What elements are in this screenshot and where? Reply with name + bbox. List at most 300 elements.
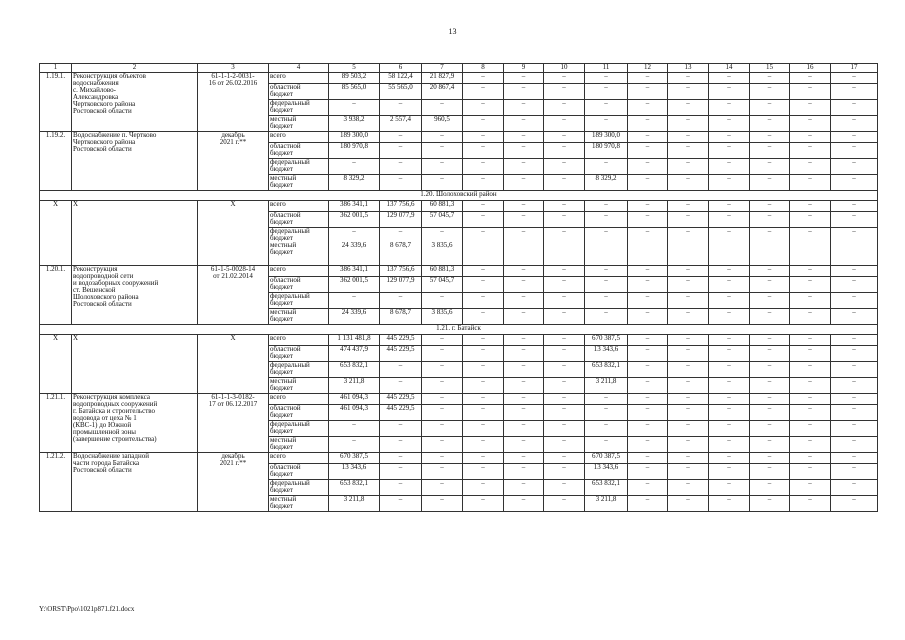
value-cell: – — [422, 464, 463, 480]
value-cell: – — [463, 132, 504, 143]
value-cell: – — [709, 464, 750, 480]
value-cell: 3 211,8 — [585, 496, 628, 512]
value-cell: 670 387,5 — [585, 453, 628, 464]
value-cell: 3 211,8 — [329, 496, 380, 512]
row-number: 1.19.1. — [40, 73, 72, 132]
row-number: 1.20.1. — [40, 266, 72, 325]
value-cell: – — [668, 175, 709, 191]
value-cell: – — [831, 437, 878, 453]
value-cell: 653 832,1 — [585, 362, 628, 378]
value-cell: – — [463, 480, 504, 496]
object-name: Водоснабжение западной части города Батайска Ростовской области — [72, 453, 198, 512]
value-cell: – — [709, 293, 750, 309]
value-cell: – — [790, 73, 831, 84]
value-cell: – — [504, 464, 544, 480]
value-cell: – — [380, 143, 422, 159]
value-cell: – — [709, 346, 750, 362]
value-cell: – — [504, 175, 544, 191]
table-row — [40, 266, 878, 277]
value-cell: 20 867,4 — [422, 84, 463, 100]
value-cell: – — [504, 212, 544, 228]
column-number: 8 — [463, 64, 504, 73]
value-cell: – — [628, 362, 668, 378]
value-cell: – — [422, 394, 463, 405]
value-cell: – — [709, 394, 750, 405]
document-code: 61-1-1-3-0182- 17 от 06.12.2017 — [198, 394, 269, 453]
value-cell: – — [790, 496, 831, 512]
value-cell: – — [750, 480, 790, 496]
value-cell: – — [790, 266, 831, 277]
value-cell: 3 211,8 — [585, 378, 628, 394]
value-cell: 137 756,6 — [380, 266, 422, 277]
value-cell: 13 343,6 — [585, 346, 628, 362]
value-cell: 55 565,0 — [380, 84, 422, 100]
value-cell: – — [750, 394, 790, 405]
value-cell: – — [831, 266, 878, 277]
value-cell: – — [709, 496, 750, 512]
funding-source: федеральный бюджет — [269, 100, 329, 116]
value-cell: – — [329, 437, 380, 453]
value-cell: – — [585, 277, 628, 293]
value-cell: – — [790, 405, 831, 421]
value-cell: – — [750, 378, 790, 394]
column-number: 7 — [422, 64, 463, 73]
value-cell: 1 131 481,8 — [329, 335, 380, 346]
value-cell: – — [628, 116, 668, 132]
value-cell: – — [544, 159, 585, 175]
value-cell: – — [422, 378, 463, 394]
value-cell: – — [709, 73, 750, 84]
value-cell: – — [790, 132, 831, 143]
table-row — [40, 132, 878, 143]
value-cell: – — [463, 159, 504, 175]
column-number: 13 — [668, 64, 709, 73]
value-cell: – — [504, 309, 544, 325]
value-cell: 653 832,1 — [585, 480, 628, 496]
value-cell: – — [544, 266, 585, 277]
table-body — [40, 64, 878, 512]
object-name: Реконструкция водопроводной сети и водозаборных сооружений ст. Вешенской Шолоховского района Ростовской области — [72, 266, 198, 325]
column-number: 14 — [709, 64, 750, 73]
value-cell: – — [463, 266, 504, 277]
value-cell: – — [831, 143, 878, 159]
value-cell: – — [544, 84, 585, 100]
value-cell: – — [628, 405, 668, 421]
value-cell: – — [628, 201, 668, 212]
value-cell: – — [585, 293, 628, 309]
value-cell: – — [329, 100, 380, 116]
value-cell: 445 229,5 — [380, 405, 422, 421]
value-cell: – — [668, 362, 709, 378]
funding-source: областной бюджет — [269, 405, 329, 421]
value-cell: – — [628, 293, 668, 309]
value-cell: – — [831, 335, 878, 346]
value-cell: – — [628, 266, 668, 277]
value-cell: – — [585, 421, 628, 437]
value-cell: – — [790, 346, 831, 362]
value-cell: 180 970,8 — [585, 143, 628, 159]
value-cell: – — [585, 73, 628, 84]
value-cell: – — [422, 100, 463, 116]
value-cell: 474 437,9 — [329, 346, 380, 362]
value-cell: – — [628, 437, 668, 453]
value-cell: – — [422, 453, 463, 464]
value-cell: – — [790, 421, 831, 437]
value-cell: – — [463, 335, 504, 346]
value-cell: – — [750, 201, 790, 212]
value-cell: – — [668, 378, 709, 394]
document-code: 61-1-1-2-0031- 16 от 26.02.2016 — [198, 73, 269, 132]
value-cell: – — [380, 437, 422, 453]
value-cell: – — [709, 266, 750, 277]
value-cell: – — [750, 335, 790, 346]
value-cell: – — [709, 132, 750, 143]
row-number: 1.21.2. — [40, 453, 72, 512]
value-cell: – — [709, 116, 750, 132]
funding-source: всего — [269, 394, 329, 405]
value-cell: – — [750, 309, 790, 325]
value-cell: 362 001,5 — [329, 212, 380, 228]
value-cell: – — [750, 453, 790, 464]
value-cell: – — [790, 84, 831, 100]
value-cell: – — [831, 212, 878, 228]
value-cell: – — [668, 496, 709, 512]
value-cell: – — [504, 394, 544, 405]
value-cell: 362 001,5 — [329, 277, 380, 293]
value-cell: 13 343,6 — [585, 464, 628, 480]
value-cell: – — [463, 100, 504, 116]
column-number: 12 — [628, 64, 668, 73]
value-cell: – — [790, 464, 831, 480]
funding-source: местный бюджет — [269, 378, 329, 394]
value-cell: – — [668, 212, 709, 228]
value-cell: – — [831, 175, 878, 191]
value-cell: – — [504, 84, 544, 100]
value-cell: – — [831, 293, 878, 309]
value-cell: – — [628, 346, 668, 362]
value-cell: – — [504, 73, 544, 84]
value-cell: 180 970,8 — [329, 143, 380, 159]
value-cell: – — [750, 496, 790, 512]
value-cell: – — [709, 228, 750, 266]
value-cell: – — [750, 175, 790, 191]
value-cell: – — [668, 73, 709, 84]
value-cell: – — [790, 480, 831, 496]
value-cell: – — [668, 421, 709, 437]
value-cell: – — [463, 228, 504, 266]
value-cell: 137 756,6 — [380, 201, 422, 212]
table-row — [40, 73, 878, 84]
value-cell: – — [585, 228, 628, 266]
value-cell: – — [585, 394, 628, 405]
funding-source: всего — [269, 201, 329, 212]
value-cell: – — [463, 175, 504, 191]
funding-source: местный бюджет — [269, 496, 329, 512]
funding-source: местный бюджет — [269, 175, 329, 191]
value-cell: – — [380, 362, 422, 378]
value-cell: – — [585, 437, 628, 453]
funding-source: местный бюджет — [269, 116, 329, 132]
document-code: Х — [198, 335, 269, 394]
value-cell: – — [544, 421, 585, 437]
value-cell: – — [750, 84, 790, 100]
funding-source: всего — [269, 453, 329, 464]
value-cell: – — [463, 346, 504, 362]
value-cell: – — [380, 480, 422, 496]
value-cell: – — [628, 132, 668, 143]
value-cell: 57 045,7 — [422, 277, 463, 293]
value-cell: – — [585, 405, 628, 421]
value-cell: – — [422, 405, 463, 421]
value-cell: – — [380, 293, 422, 309]
value-cell: 386 341,1 — [329, 201, 380, 212]
value-cell: – — [544, 335, 585, 346]
value-cell: – — [790, 100, 831, 116]
value-cell: – — [585, 100, 628, 116]
value-cell: – — [668, 346, 709, 362]
value-cell: – — [709, 143, 750, 159]
value-cell: – — [790, 116, 831, 132]
budget-table — [39, 63, 878, 512]
value-cell: – — [709, 437, 750, 453]
value-cell: – — [790, 335, 831, 346]
value-cell: – — [504, 266, 544, 277]
value-cell: – — [709, 277, 750, 293]
row-number: 1.21.1. — [40, 394, 72, 453]
row-number: Х — [40, 201, 72, 266]
value-cell: – — [504, 480, 544, 496]
column-number: 17 — [831, 64, 878, 73]
table-row — [40, 453, 878, 464]
value-cell: – — [380, 159, 422, 175]
value-cell: – — [585, 309, 628, 325]
value-cell: – — [422, 293, 463, 309]
value-cell: – — [668, 309, 709, 325]
value-cell: – — [544, 309, 585, 325]
column-number: 11 — [585, 64, 628, 73]
value-cell: – — [750, 277, 790, 293]
value-cell: – — [750, 132, 790, 143]
value-cell: – — [585, 159, 628, 175]
value-cell: – — [668, 201, 709, 212]
value-cell: – — [831, 453, 878, 464]
value-cell: – — [628, 309, 668, 325]
value-cell: – — [329, 293, 380, 309]
value-cell: – — [628, 277, 668, 293]
value-cell: – — [544, 100, 585, 116]
funding-source: областной бюджет — [269, 212, 329, 228]
value-cell: – — [790, 309, 831, 325]
section-heading-row — [40, 325, 878, 335]
value-cell: – — [544, 201, 585, 212]
value-cell: 13 343,6 — [329, 464, 380, 480]
value-cell: 189 300,0 — [329, 132, 380, 143]
value-cell: – — [790, 159, 831, 175]
value-cell: 8 329,2 — [329, 175, 380, 191]
value-cell: – — [628, 394, 668, 405]
value-cell: – — [504, 143, 544, 159]
value-cell: – — [628, 100, 668, 116]
funding-source: федеральный бюджет местный бюджет — [269, 228, 329, 266]
document-code: декабрь 2021 г.** — [198, 453, 269, 512]
object-name: Водоснабжение п. Чертково Чертковского района Ростовской области — [72, 132, 198, 191]
value-cell: – — [628, 378, 668, 394]
value-cell: – — [504, 159, 544, 175]
value-cell: – 8 678,7 — [380, 228, 422, 266]
value-cell: – — [831, 84, 878, 100]
value-cell: 60 881,3 — [422, 201, 463, 212]
value-cell: 386 341,1 — [329, 266, 380, 277]
value-cell: – — [668, 100, 709, 116]
value-cell: – — [750, 143, 790, 159]
value-cell: – — [831, 394, 878, 405]
footer-file-path: Y:\ORST\Ppo\1021p871.f21.docx — [39, 605, 135, 613]
column-number: 5 — [329, 64, 380, 73]
value-cell: – — [790, 212, 831, 228]
object-name: Х — [72, 201, 198, 266]
value-cell: – — [831, 132, 878, 143]
value-cell: – — [750, 293, 790, 309]
value-cell: – — [380, 100, 422, 116]
value-cell: – — [628, 335, 668, 346]
funding-source: областной бюджет — [269, 346, 329, 362]
value-cell: – 24 339,6 — [329, 228, 380, 266]
value-cell: – — [504, 201, 544, 212]
value-cell: – — [668, 266, 709, 277]
value-cell: – — [463, 212, 504, 228]
funding-source: всего — [269, 335, 329, 346]
value-cell: 445 229,5 — [380, 346, 422, 362]
value-cell: – — [463, 73, 504, 84]
value-cell: – — [504, 293, 544, 309]
value-cell: – — [790, 201, 831, 212]
value-cell: – — [463, 116, 504, 132]
value-cell: – — [831, 73, 878, 84]
value-cell: – — [380, 453, 422, 464]
value-cell: – — [750, 73, 790, 84]
funding-source: федеральный бюджет — [269, 480, 329, 496]
value-cell: – — [790, 378, 831, 394]
value-cell: – — [668, 159, 709, 175]
value-cell: – — [544, 228, 585, 266]
object-name: Реконструкция объектов водоснабжения с. Михайлово- Александровка Чертковского района Ростовской области — [72, 73, 198, 132]
value-cell: – — [585, 266, 628, 277]
funding-source: всего — [269, 266, 329, 277]
value-cell: – — [628, 453, 668, 464]
page-number: 13 — [448, 27, 457, 36]
value-cell: – — [709, 480, 750, 496]
value-cell: – — [709, 212, 750, 228]
value-cell: – 3 835,6 — [422, 228, 463, 266]
column-number: 2 — [72, 64, 198, 73]
value-cell: 3 938,2 — [329, 116, 380, 132]
value-cell: 85 565,0 — [329, 84, 380, 100]
column-number: 15 — [750, 64, 790, 73]
funding-source: всего — [269, 73, 329, 84]
value-cell: – — [544, 143, 585, 159]
value-cell: – — [831, 201, 878, 212]
value-cell: – — [585, 84, 628, 100]
funding-source: федеральный бюджет — [269, 293, 329, 309]
value-cell: – — [709, 362, 750, 378]
value-cell: – — [750, 100, 790, 116]
value-cell: – — [750, 212, 790, 228]
value-cell: – — [422, 335, 463, 346]
value-cell: – — [628, 143, 668, 159]
value-cell: 3 835,6 — [422, 309, 463, 325]
value-cell: – — [422, 362, 463, 378]
value-cell: 89 503,2 — [329, 73, 380, 84]
section-heading: 1.20. Шолоховский район — [40, 191, 878, 201]
value-cell: – — [668, 464, 709, 480]
value-cell: – — [668, 394, 709, 405]
value-cell: – — [544, 405, 585, 421]
value-cell: – — [628, 496, 668, 512]
value-cell: – — [380, 175, 422, 191]
document-code: 61-1-5-0028-14 от 21.02.2014 — [198, 266, 269, 325]
value-cell: 461 094,3 — [329, 405, 380, 421]
document-code: Х — [198, 201, 269, 266]
value-cell: – — [544, 437, 585, 453]
value-cell: – — [831, 362, 878, 378]
value-cell: – — [628, 73, 668, 84]
value-cell: – — [544, 116, 585, 132]
value-cell: – — [544, 378, 585, 394]
value-cell: – — [544, 132, 585, 143]
value-cell: 8 329,2 — [585, 175, 628, 191]
value-cell: – — [463, 84, 504, 100]
value-cell: – — [544, 293, 585, 309]
value-cell: – — [380, 421, 422, 437]
column-number: 10 — [544, 64, 585, 73]
value-cell: – — [831, 480, 878, 496]
value-cell: – — [380, 378, 422, 394]
value-cell: – — [709, 421, 750, 437]
value-cell: – — [831, 309, 878, 325]
value-cell: 3 211,8 — [329, 378, 380, 394]
value-cell: 445 229,5 — [380, 394, 422, 405]
value-cell: – — [504, 453, 544, 464]
value-cell: 445 229,5 — [380, 335, 422, 346]
value-cell: – — [544, 453, 585, 464]
column-number: 9 — [504, 64, 544, 73]
value-cell: – — [790, 277, 831, 293]
value-cell: – — [668, 335, 709, 346]
value-cell: – — [790, 394, 831, 405]
value-cell: – — [790, 437, 831, 453]
value-cell: 129 077,9 — [380, 277, 422, 293]
value-cell: – — [831, 405, 878, 421]
value-cell: – — [380, 496, 422, 512]
value-cell: – — [790, 228, 831, 266]
value-cell: – — [422, 346, 463, 362]
value-cell: – — [463, 453, 504, 464]
column-number: 4 — [269, 64, 329, 73]
value-cell: – — [504, 496, 544, 512]
value-cell: – — [422, 421, 463, 437]
value-cell: – — [463, 378, 504, 394]
value-cell: – — [544, 277, 585, 293]
value-cell: – — [790, 175, 831, 191]
value-cell: – — [668, 405, 709, 421]
value-cell: – — [422, 496, 463, 512]
value-cell: – — [831, 159, 878, 175]
table-row — [40, 201, 878, 212]
value-cell: – — [750, 421, 790, 437]
value-cell: – — [831, 496, 878, 512]
value-cell: – — [628, 480, 668, 496]
value-cell: – — [628, 228, 668, 266]
